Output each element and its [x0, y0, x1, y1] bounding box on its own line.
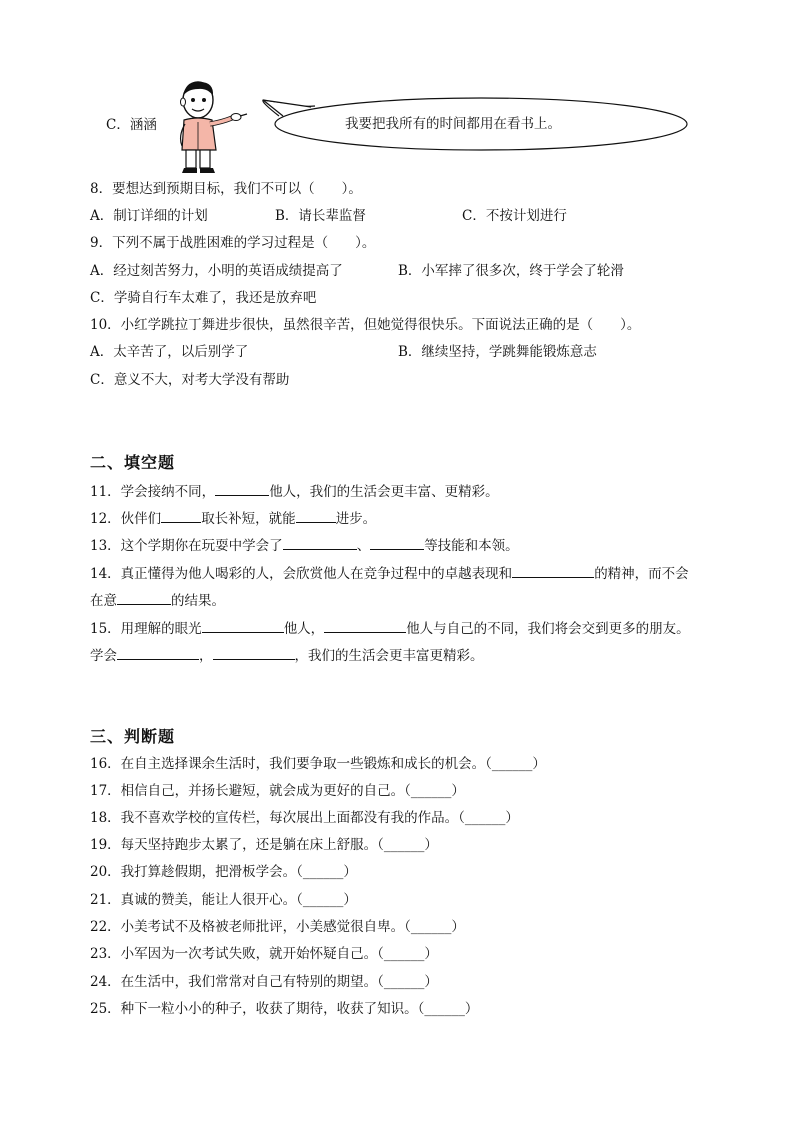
q14-text-2: 的精神，而不会 — [594, 566, 689, 582]
judge-question: 16．在自主选择课余生活时，我们要争取一些锻炼和成长的机会。（______） — [90, 756, 546, 772]
answer-blank[interactable] — [117, 590, 171, 605]
speech-text: 我要把我所有的时间都用在看书上。 — [345, 116, 561, 132]
judge-question: 21．真诚的赞美，能让人很开心。（______） — [90, 892, 357, 908]
answer-blank[interactable] — [512, 563, 594, 578]
question-9: 9．下列不属于战胜困难的学习过程是（ ）。 — [90, 235, 376, 251]
judge-question: 19．每天坚持跑步太累了，还是躺在床上舒服。（______） — [90, 837, 438, 853]
q13-text-3: 等技能和本领。 — [424, 538, 519, 554]
answer-blank[interactable] — [202, 618, 284, 633]
question-12 — [90, 508, 376, 528]
option-9b: B．小军摔了很多次，终于学会了轮滑 — [398, 263, 624, 279]
option-8a: A．制订详细的计划 — [90, 208, 208, 224]
option-9a: A．经过刻苦努力，小明的英语成绩提高了 — [90, 263, 343, 279]
question-15-line-1 — [90, 618, 690, 638]
answer-blank[interactable] — [213, 645, 295, 660]
q12-text-1: 12．伙伴们 — [90, 511, 162, 527]
q11-text-1: 11．学会接纳不同， — [90, 484, 216, 500]
option-8c: C．不按计划进行 — [462, 208, 567, 224]
question-14-line-2 — [90, 590, 225, 610]
q15-text-6: ，我们的生活会更丰富更精彩。 — [294, 648, 484, 664]
q14-text-1: 14．真正懂得为他人喝彩的人，会欣赏他人在竞争过程中的卓越表现和 — [90, 566, 513, 582]
answer-blank[interactable] — [283, 535, 357, 550]
question-14-line-1 — [90, 563, 689, 583]
judge-question: 20．我打算趁假期，把滑板学会。（______） — [90, 864, 357, 880]
q13-text-1: 13．这个学期你在玩耍中学会了 — [90, 538, 283, 554]
judge-question: 24．在生活中，我们常常对自己有特别的期望。（______） — [90, 974, 438, 990]
q15-text-4: 学会 — [90, 648, 117, 664]
option-9c: C．学骑自行车太难了，我还是放弃吧 — [90, 290, 317, 306]
q13-text-2: 、 — [356, 538, 371, 554]
q14-text-3: 在意 — [90, 593, 117, 609]
question-15-line-2 — [90, 645, 484, 665]
answer-blank[interactable] — [370, 535, 424, 550]
answer-blank[interactable] — [161, 508, 201, 523]
q15-text-3: 他人与自己的不同，我们将会交到更多的朋友。 — [406, 621, 690, 637]
q12-text-3: 进步。 — [335, 511, 377, 527]
option-c-label: C．涵涵 — [106, 117, 157, 133]
q14-text-4: 的结果。 — [171, 593, 225, 609]
q15-text-2: 他人， — [283, 621, 325, 637]
q11-text-2: 他人，我们的生活会更丰富、更精彩。 — [269, 484, 499, 500]
question-13 — [90, 535, 519, 555]
option-8b: B．请长辈监督 — [275, 208, 366, 224]
section-title-fill-blank: 二、填空题 — [90, 453, 176, 472]
question-11 — [90, 481, 499, 501]
answer-blank[interactable] — [215, 481, 269, 496]
q12-text-2: 取长补短，就能 — [201, 511, 296, 527]
q15-text-5: ， — [199, 648, 213, 664]
answer-blank[interactable] — [117, 645, 199, 660]
question-8: 8．要想达到预期目标，我们不可以（ ）。 — [90, 181, 362, 197]
q15-text-1: 15．用理解的眼光 — [90, 621, 202, 637]
judge-question: 17．相信自己，并扬长避短，就会成为更好的自己。（______） — [90, 783, 465, 799]
judge-question: 23．小军因为一次考试失败，就开始怀疑自己。（______） — [90, 946, 438, 962]
answer-blank[interactable] — [324, 618, 406, 633]
question-10: 10．小红学跳拉丁舞进步很快，虽然很辛苦，但她觉得很快乐。下面说法正确的是（ ）。 — [90, 317, 641, 333]
judge-question: 18．我不喜欢学校的宣传栏，每次展出上面都没有我的作品。（______） — [90, 810, 519, 826]
option-10c: C．意义不大，对考大学没有帮助 — [90, 372, 290, 388]
option-10a: A．太辛苦了，以后别学了 — [90, 344, 249, 360]
judge-question: 25．种下一粒小小的种子，收获了期待，收获了知识。（______） — [90, 1001, 479, 1017]
section-title-true-false: 三、判断题 — [90, 727, 176, 746]
option-10b: B．继续坚持，学跳舞能锻炼意志 — [398, 344, 597, 360]
answer-blank[interactable] — [296, 508, 336, 523]
boy-illustration — [170, 78, 250, 176]
judge-question: 22．小美考试不及格被老师批评，小美感觉很自卑。（______） — [90, 919, 465, 935]
